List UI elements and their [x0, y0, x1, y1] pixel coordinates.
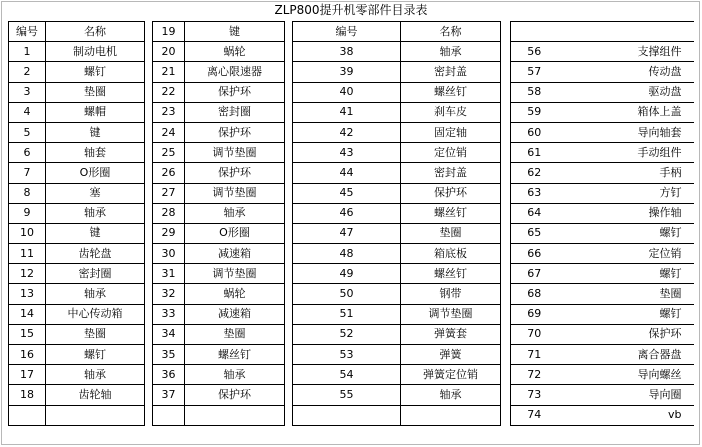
part-name-cell: 轴承	[46, 203, 145, 223]
part-number-cell: 74	[511, 405, 558, 425]
part-name-cell: 螺帽	[46, 102, 145, 122]
part-name-cell: 螺钉	[46, 62, 145, 82]
part-number-cell: 32	[153, 284, 185, 304]
part-number-cell: 70	[511, 324, 558, 344]
part-name-cell: 刹车皮	[401, 102, 501, 122]
part-number-cell: 1	[9, 42, 46, 62]
part-number-cell: 45	[293, 183, 401, 203]
part-number-cell: 61	[511, 143, 558, 163]
part-name-cell: 保护环	[185, 163, 285, 183]
part-number-cell: 26	[153, 163, 185, 183]
part-name-cell: 定位销	[401, 143, 501, 163]
part-name-cell: O形圈	[46, 163, 145, 183]
part-number-cell: 62	[511, 163, 558, 183]
table-row	[9, 122, 694, 142]
part-name-cell: 保护环	[185, 122, 285, 142]
part-number-cell: 65	[511, 223, 558, 243]
part-number-cell: 67	[511, 264, 558, 284]
part-number-cell: 52	[293, 324, 401, 344]
part-number-cell: 4	[9, 102, 46, 122]
part-name-cell: 钢带	[401, 284, 501, 304]
part-name-cell: 传动盘	[558, 62, 694, 82]
part-name-cell: 弹簧定位销	[401, 365, 501, 385]
part-name-cell: 离心限速器	[185, 62, 285, 82]
table-row	[9, 385, 694, 405]
table-row	[9, 82, 694, 102]
part-number-cell: 72	[511, 365, 558, 385]
part-number-cell: 35	[153, 345, 185, 365]
part-name-cell: 保护环	[401, 183, 501, 203]
part-number-cell: 64	[511, 203, 558, 223]
part-number-cell: 5	[9, 122, 46, 142]
table-row	[9, 62, 694, 82]
part-number-cell: 39	[293, 62, 401, 82]
part-number-cell: 59	[511, 102, 558, 122]
part-name-cell: 调节垫圈	[401, 304, 501, 324]
part-name-cell: 轴承	[401, 42, 501, 62]
part-number-cell: 9	[9, 203, 46, 223]
part-number-cell: 37	[153, 385, 185, 405]
part-name-cell: 蜗轮	[185, 284, 285, 304]
part-name-cell: 手动组件	[558, 143, 694, 163]
part-name-cell: 塞	[46, 183, 145, 203]
part-number-cell: 18	[9, 385, 46, 405]
part-number-cell: 47	[293, 223, 401, 243]
part-number-cell: 73	[511, 385, 558, 405]
table-row	[9, 244, 694, 264]
part-name-cell: 弹簧套	[401, 324, 501, 344]
header-name-4	[558, 22, 694, 42]
part-name-cell: 驱动盘	[558, 82, 694, 102]
part-name-cell: 轴承	[46, 365, 145, 385]
part-name-cell: 弹簧	[401, 345, 501, 365]
part-name-cell: 螺钉	[46, 345, 145, 365]
part-number-cell: 13	[9, 284, 46, 304]
part-name-cell: 垫圈	[46, 82, 145, 102]
part-name-cell: 垫圈	[46, 324, 145, 344]
part-name-cell: 密封圈	[46, 264, 145, 284]
part-number-cell: 22	[153, 82, 185, 102]
part-number-cell: 12	[9, 264, 46, 284]
table-row	[9, 183, 694, 203]
part-name-cell: 齿轮轴	[46, 385, 145, 405]
part-name-cell: 轴承	[46, 284, 145, 304]
part-name-cell: 键	[46, 223, 145, 243]
part-name-cell: 轴承	[185, 365, 285, 385]
part-name-cell: 螺钉	[558, 223, 694, 243]
part-number-cell: 51	[293, 304, 401, 324]
part-number-cell: 56	[511, 42, 558, 62]
table-row	[9, 284, 694, 304]
part-name-cell: 蜗轮	[185, 42, 285, 62]
part-number-cell	[293, 405, 401, 425]
table-row	[9, 42, 694, 62]
header-number-3: 编号	[293, 22, 401, 42]
part-name-cell: 密封盖	[401, 163, 501, 183]
part-number-cell: 29	[153, 223, 185, 243]
header-number-4	[511, 22, 558, 42]
part-name-cell: 保护环	[185, 82, 285, 102]
part-number-cell: 42	[293, 122, 401, 142]
part-name-cell: 螺钉	[558, 304, 694, 324]
part-number-cell: 24	[153, 122, 185, 142]
part-name-cell: 离合器盘	[558, 345, 694, 365]
part-number-cell: 2	[9, 62, 46, 82]
part-number-cell: 17	[9, 365, 46, 385]
part-name-cell: 中心传动箱	[46, 304, 145, 324]
part-number-cell: 40	[293, 82, 401, 102]
table-row	[9, 345, 694, 365]
part-name-cell: 轴套	[46, 143, 145, 163]
parts-catalog-table	[8, 21, 694, 426]
part-number-cell: 10	[9, 223, 46, 243]
part-name-cell: 箱体上盖	[558, 102, 694, 122]
header-row	[9, 22, 694, 42]
part-number-cell: 16	[9, 345, 46, 365]
part-name-cell: 螺丝钉	[185, 345, 285, 365]
part-number-cell: 34	[153, 324, 185, 344]
part-name-cell: 垫圈	[558, 284, 694, 304]
part-name-cell: 支撑组件	[558, 42, 694, 62]
part-name-cell: 螺丝钉	[401, 203, 501, 223]
part-number-cell: 23	[153, 102, 185, 122]
part-number-cell: 6	[9, 143, 46, 163]
header-name-2: 键	[185, 22, 285, 42]
part-name-cell: 手柄	[558, 163, 694, 183]
part-number-cell: 8	[9, 183, 46, 203]
part-name-cell: 调节垫圈	[185, 183, 285, 203]
part-name-cell: 螺丝钉	[401, 82, 501, 102]
table-row	[9, 203, 694, 223]
part-number-cell: 11	[9, 244, 46, 264]
table-row	[9, 223, 694, 243]
part-number-cell: 38	[293, 42, 401, 62]
part-number-cell: 43	[293, 143, 401, 163]
part-name-cell: 垫圈	[401, 223, 501, 243]
part-name-cell: vb	[558, 405, 694, 425]
table-row	[9, 143, 694, 163]
part-name-cell: O形圈	[185, 223, 285, 243]
part-name-cell: 密封圈	[185, 102, 285, 122]
part-number-cell: 58	[511, 82, 558, 102]
table-row	[9, 304, 694, 324]
part-number-cell: 55	[293, 385, 401, 405]
part-number-cell: 20	[153, 42, 185, 62]
part-name-cell: 制动电机	[46, 42, 145, 62]
part-number-cell: 53	[293, 345, 401, 365]
part-number-cell: 57	[511, 62, 558, 82]
part-number-cell: 68	[511, 284, 558, 304]
part-number-cell: 50	[293, 284, 401, 304]
part-number-cell: 60	[511, 122, 558, 142]
table-row	[9, 102, 694, 122]
part-name-cell: 导向螺丝	[558, 365, 694, 385]
part-number-cell: 49	[293, 264, 401, 284]
part-number-cell: 21	[153, 62, 185, 82]
part-number-cell: 66	[511, 244, 558, 264]
part-name-cell: 方钉	[558, 183, 694, 203]
part-name-cell: 垫圈	[185, 324, 285, 344]
part-number-cell: 15	[9, 324, 46, 344]
part-name-cell: 保护环	[558, 324, 694, 344]
part-name-cell: 轴承	[185, 203, 285, 223]
part-number-cell: 69	[511, 304, 558, 324]
part-name-cell: 定位销	[558, 244, 694, 264]
part-name-cell: 调节垫圈	[185, 264, 285, 284]
part-number-cell: 63	[511, 183, 558, 203]
table-row	[9, 365, 694, 385]
header-name-1: 名称	[46, 22, 145, 42]
table-row	[9, 264, 694, 284]
part-name-cell: 操作轴	[558, 203, 694, 223]
part-name-cell: 键	[46, 122, 145, 142]
part-name-cell: 齿轮盘	[46, 244, 145, 264]
table-row	[9, 405, 694, 425]
part-number-cell	[9, 405, 46, 425]
part-number-cell: 31	[153, 264, 185, 284]
part-name-cell: 导向轴套	[558, 122, 694, 142]
part-name-cell: 减速箱	[185, 304, 285, 324]
part-number-cell: 14	[9, 304, 46, 324]
part-number-cell: 54	[293, 365, 401, 385]
part-number-cell: 36	[153, 365, 185, 385]
part-name-cell: 导向圈	[558, 385, 694, 405]
part-number-cell	[153, 405, 185, 425]
table-row	[9, 324, 694, 344]
part-number-cell: 33	[153, 304, 185, 324]
part-number-cell: 41	[293, 102, 401, 122]
header-number-2: 19	[153, 22, 185, 42]
part-number-cell: 44	[293, 163, 401, 183]
part-number-cell: 7	[9, 163, 46, 183]
page-title: ZLP800提升机零部件目录表	[274, 3, 428, 17]
part-number-cell: 48	[293, 244, 401, 264]
part-number-cell: 71	[511, 345, 558, 365]
part-number-cell: 3	[9, 82, 46, 102]
part-name-cell	[185, 405, 285, 425]
part-name-cell	[401, 405, 501, 425]
part-name-cell: 减速箱	[185, 244, 285, 264]
part-name-cell: 轴承	[401, 385, 501, 405]
part-name-cell: 保护环	[185, 385, 285, 405]
part-name-cell: 箱底板	[401, 244, 501, 264]
part-number-cell: 30	[153, 244, 185, 264]
part-number-cell: 25	[153, 143, 185, 163]
part-number-cell: 28	[153, 203, 185, 223]
header-number-1: 编号	[9, 22, 46, 42]
part-number-cell: 46	[293, 203, 401, 223]
part-name-cell	[46, 405, 145, 425]
part-name-cell: 调节垫圈	[185, 143, 285, 163]
part-number-cell: 27	[153, 183, 185, 203]
part-name-cell: 螺钉	[558, 264, 694, 284]
table-row	[9, 163, 694, 183]
part-name-cell: 固定轴	[401, 122, 501, 142]
header-name-3: 名称	[401, 22, 501, 42]
part-name-cell: 密封盖	[401, 62, 501, 82]
part-name-cell: 螺丝钉	[401, 264, 501, 284]
